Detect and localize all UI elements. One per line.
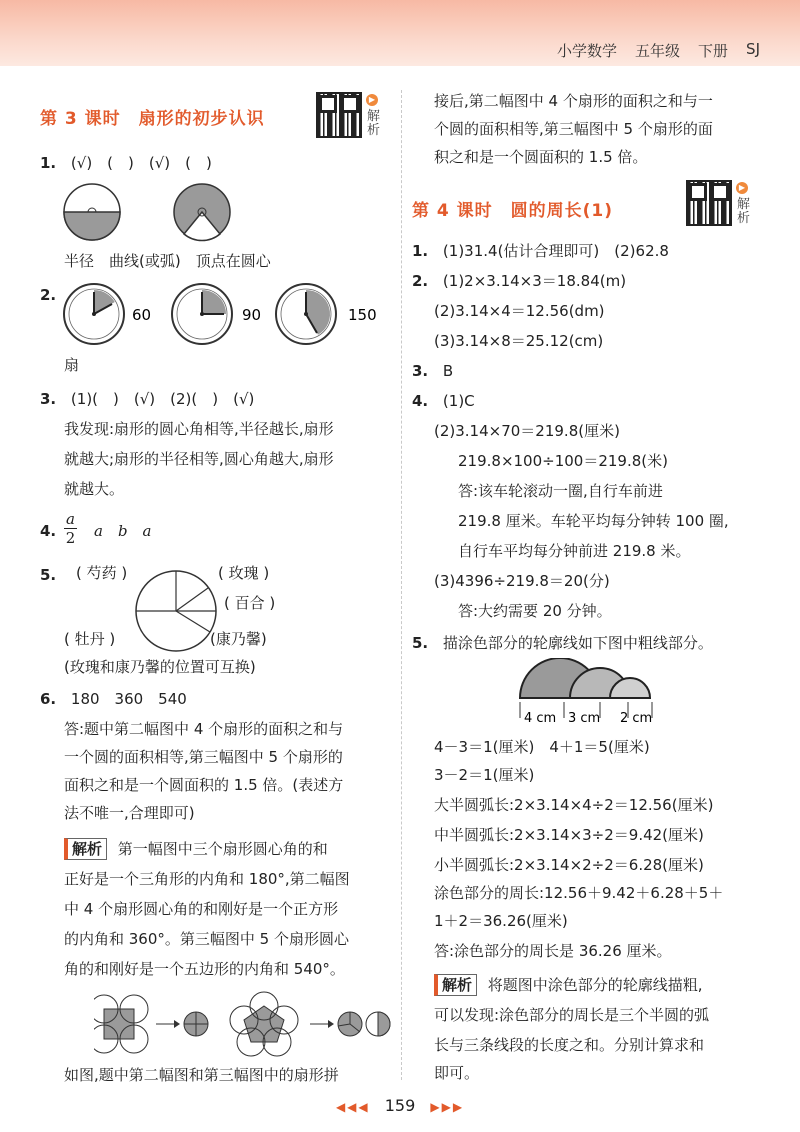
clock-60: [64, 284, 124, 344]
assembled-circle-5: [338, 1012, 362, 1036]
q4-num: 4.: [40, 522, 57, 540]
r-q2-line2: (2)3.14×4＝12.56(dm): [434, 302, 605, 320]
subject-label: 小学数学: [557, 42, 618, 60]
book-info: [557, 40, 760, 61]
r-q2-line1: (1)2×3.14×3＝18.84(m): [442, 272, 627, 290]
dim-3cm: 3 cm: [568, 711, 601, 726]
q5-label-mudan: ( 牡丹 ): [64, 630, 116, 648]
r-q5-number: 5.: [412, 634, 429, 652]
right-analysis-line1: 将题图中涂色部分的轮廓线描粗,: [487, 976, 703, 994]
r-calc-line3: 大半圆弧长:2×3.14×4÷2＝12.56(厘米): [434, 796, 714, 814]
column-divider: [401, 90, 402, 1080]
four-circles-square: [94, 995, 148, 1053]
left-analysis-line2: 正好是一个三角形的内角和 180°,第二幅图: [64, 870, 350, 888]
r-q4-row: [412, 390, 475, 412]
q1-circle-right: [174, 184, 230, 241]
q5-number: [40, 564, 56, 586]
q4-fraction-top: a: [66, 510, 75, 528]
q6-line1: 答:题中第二幅图中 4 个扇形的面积之和与: [64, 720, 344, 738]
r-q4-line1: (1)C: [442, 392, 475, 410]
qr-code-icon[interactable]: [316, 92, 362, 138]
q6-number: 6.: [40, 690, 57, 708]
r-calc-line1: 4－3＝1(厘米) 4＋1＝5(厘米): [434, 738, 650, 756]
q5-pie-figure: [128, 566, 228, 656]
q2-number: [40, 284, 56, 306]
left-analysis-line3: 中 4 个扇形圆心角的和刚好是一个正方形: [64, 900, 339, 918]
right-cont-line3: 积之和是一个圆面积的 1.5 倍。: [434, 148, 648, 166]
q6-line4: 法不唯一,合理即可): [64, 804, 195, 822]
semicircles-figure: [510, 658, 670, 728]
q1-sector-figures: [62, 182, 262, 244]
r-q2-number: 2.: [412, 272, 429, 290]
prev-arrows-icon: ◀◀◀: [335, 1100, 370, 1114]
right-analysis-line2: 可以发现:涂色部分的周长是三个半圆的弧: [434, 1006, 710, 1024]
right-analysis-badge: 解析: [434, 974, 477, 996]
right-analysis-line3: 长与三条线段的长度之和。分别计算求和: [434, 1036, 705, 1054]
q4-rest: a b a: [94, 522, 152, 540]
right-analysis-line4: 即可。: [434, 1064, 480, 1082]
assembled-circle-4: [184, 1012, 208, 1036]
r-q5-text: 描涂色部分的轮廓线如下图中粗线部分。: [442, 634, 713, 652]
r-q3-text: B: [442, 362, 454, 380]
r-q4-line2: (2)3.14×70＝219.8(厘米): [434, 422, 620, 440]
q1-answers: (√) ( ) (√) ( ): [70, 154, 212, 172]
r-q4-line6: 自行车平均每分钟前进 219.8 米。: [458, 542, 691, 560]
r-calc-line4: 中半圆弧长:2×3.14×3÷2＝9.42(厘米): [434, 826, 704, 844]
r-calc-line5: 小半圆弧长:2×3.14×2÷2＝6.28(厘米): [434, 856, 704, 874]
r-calc-line2: 3－2＝1(厘米): [434, 766, 535, 784]
qr-jiexi-label: 解析: [367, 109, 381, 138]
r-q4-line3: 219.8×100÷100＝219.8(米): [458, 452, 668, 470]
r-calc-line7: 1＋2＝36.26(厘米): [434, 912, 568, 930]
dim-4cm: 4 cm: [524, 711, 557, 726]
q6-values: 180 360 540: [70, 690, 187, 708]
edition-label: SJ: [746, 40, 760, 58]
r-q3-number: 3.: [412, 362, 429, 380]
r-calc-line8: 答:涂色部分的周长是 36.26 厘米。: [434, 942, 672, 960]
q3-line4: 就越大。: [64, 480, 125, 498]
q6-line3: 面积之和是一个圆面积的 1.5 倍。(表述方: [64, 776, 344, 794]
q1-circle-left: [64, 184, 120, 240]
r-q5-row: [412, 632, 713, 654]
lesson-4-title: 第 4 课时 圆的周长(1): [412, 201, 614, 221]
q3-row: [40, 388, 254, 410]
sector-assembly-figure: [94, 990, 394, 1060]
r-q4-line5: 219.8 厘米。车轮平均每分钟转 100 圈,: [458, 512, 729, 530]
q6-row: [40, 688, 187, 710]
q3-answers: (1)( ) (√) (2)( ) (√): [70, 390, 255, 408]
q5-num: 5.: [40, 566, 57, 584]
q6-line2: 一个圆的面积相等,第三幅图中 5 个扇形的: [64, 748, 343, 766]
r-q4-line8: 答:大约需要 20 分钟。: [458, 602, 612, 620]
q3-line3: 就越大;扇形的半径相等,圆心角越大,扇形: [64, 450, 334, 468]
page-header: [0, 0, 800, 66]
q5-note: (玫瑰和康乃馨的位置可互换): [64, 658, 256, 676]
clock-150: [276, 284, 336, 344]
r-q2-line3: (3)3.14×8＝25.12(cm): [434, 332, 604, 350]
right-cont-line2: 个圆的面积相等,第三幅图中 5 个扇形的面: [434, 120, 713, 138]
left-analysis-line4: 的内角和 360°。第三幅图中 5 个扇形圆心: [64, 930, 349, 948]
term-label: 下册: [698, 42, 729, 60]
q3-number: 3.: [40, 390, 57, 408]
q5-label-kangnaixin: (康乃馨): [210, 630, 267, 648]
next-arrows-icon: ▶▶▶: [430, 1100, 465, 1114]
r-q4-line7: (3)4396÷219.8＝20(分): [434, 572, 610, 590]
clock-90: [172, 284, 232, 344]
r-q1-number: 1.: [412, 242, 429, 260]
clock-150-label: 150: [348, 306, 377, 324]
grade-label: 五年级: [635, 42, 681, 60]
q4-fraction: [64, 510, 77, 547]
qr-code-icon-2[interactable]: [686, 180, 732, 226]
right-cont-line1: 接后,第二幅图中 4 个扇形的面积之和与一: [434, 92, 713, 110]
left-analysis-line5: 角的和刚好是一个五边形的内角和 540°。: [64, 960, 345, 978]
page-number: 159: [384, 1096, 416, 1115]
q1-row: [40, 152, 212, 174]
q5-label-meigui: ( 玫瑰 ): [218, 564, 270, 582]
play-icon-2: ▶: [736, 182, 748, 194]
lesson-3-title: 第 3 课时 扇形的初步认识: [40, 109, 265, 129]
r-q3-row: [412, 360, 453, 382]
clock-60-label: 60: [132, 306, 152, 324]
left-analysis-row: [64, 838, 328, 860]
play-icon: ▶: [366, 94, 378, 106]
left-analysis-badge: 解析: [64, 838, 107, 860]
q3-line2: 我发现:扇形的圆心角相等,半径越长,扇形: [64, 420, 334, 438]
q2-word: 扇: [64, 356, 80, 374]
clock-90-label: 90: [242, 306, 262, 324]
left-last-line: 如图,题中第二幅图和第三幅图中的扇形拼: [64, 1066, 339, 1084]
q1-number: 1.: [40, 154, 57, 172]
q5-label-shaoyao: ( 芍药 ): [76, 564, 128, 582]
page-footer: [0, 1096, 800, 1115]
dim-2cm: 2 cm: [620, 711, 653, 726]
left-analysis-line1: 第一幅图中三个扇形圆心角的和: [117, 840, 328, 858]
half-circle-5: [366, 1012, 390, 1036]
r-q4-number: 4.: [412, 392, 429, 410]
r-q4-line4: 答:该车轮滚动一圈,自行车前进: [458, 482, 663, 500]
q5-label-baihe: ( 百合 ): [224, 594, 276, 612]
q4-number: [40, 520, 56, 542]
r-calc-line6: 涂色部分的周长:12.56＋9.42＋6.28＋5＋: [434, 884, 724, 902]
r-q2-row: [412, 270, 626, 292]
q4-fraction-bottom: 2: [65, 529, 76, 547]
five-circles-pentagon: [230, 992, 298, 1056]
q1-words: 半径 曲线(或弧) 顶点在圆心: [64, 252, 271, 270]
q2-num: 2.: [40, 286, 57, 304]
q2-clock-figures: [62, 280, 382, 352]
r-q1-text: (1)31.4(估计合理即可) (2)62.8: [442, 242, 669, 260]
r-q1-row: [412, 240, 669, 262]
qr-jiexi-label-2: 解析: [737, 197, 751, 226]
right-analysis-row: [434, 974, 703, 996]
